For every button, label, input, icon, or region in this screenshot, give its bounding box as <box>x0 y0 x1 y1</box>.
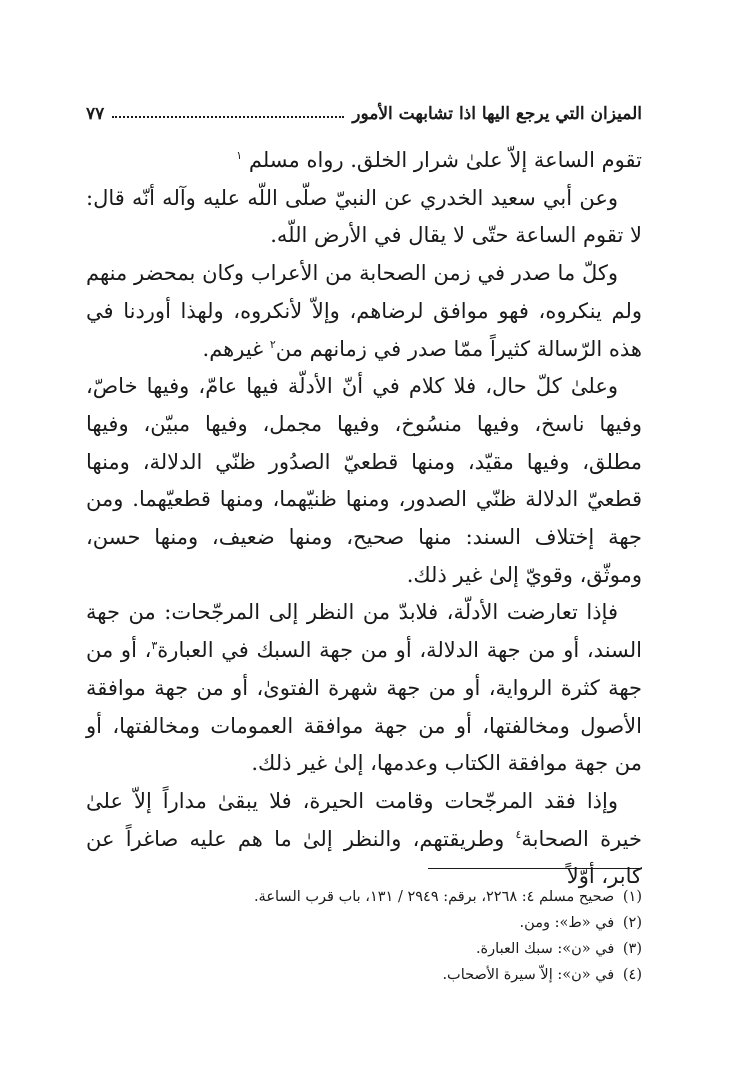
paragraph-5 <box>86 594 642 783</box>
footnote-text: في «ط»: ومن. <box>519 915 615 931</box>
paragraph-text-continued: وطريقتهم، والنظر إلىٰ ما هم عليه صاغراً عن كابر، أوّلاً <box>86 826 642 889</box>
footnote-separator <box>428 868 642 869</box>
paragraph-2 <box>86 180 642 255</box>
paragraph-text: وعلىٰ كلّ حال، فلا كلام في أنّ الأدلّة فيها عامّ، وفيها خاصّ، وفيها ناسخ، وفيها منسُوخ، وفيها مجمل، وفيها مبيّن، وفيها مطلق، وفيها مقيّد، ومنها قطعيّ الصدُور ظنّي الدلالة، ومنها قطعيّ الدلالة ظنّي الصدور، ومنها ظنيّهما، ومنها قطعيّهما. ومن جهة إختلاف السند: منها صحيح، ومنها ضعيف، ومنها حسن، وموثّق، وقويّ إلىٰ غير ذلك. <box>86 374 642 587</box>
paragraph-text: وعن أبي سعيد الخدري عن النبيّ صلّى اللّه عليه وآله أنّه قال: لا تقوم الساعة حتّى لا يقال في الأرض اللّه. <box>86 185 642 248</box>
page-number: ٧٧ <box>86 104 105 124</box>
main-text <box>86 142 642 896</box>
footnote-number: (١) <box>622 889 642 905</box>
footnote-marker-2: ٢ <box>269 337 276 351</box>
paragraph-text: تقوم الساعة إلاّ علىٰ شرار الخلق. رواه مسلم <box>248 148 642 172</box>
paragraph-4 <box>86 368 642 594</box>
paragraph-text: وكلّ ما صدر في زمن الصحابة من الأعراب وكان بمحضر منهم ولم ينكروه، فهو موافق لرضاهم، وإلاّ لأنكروه، ولهذا أوردنا في هذه الرّسالة كثيراً ممّا صدر في زمانهم من <box>86 261 642 361</box>
paragraph-6 <box>86 783 642 896</box>
footnote-2 <box>86 910 642 936</box>
running-header <box>86 98 642 130</box>
paragraph-3 <box>86 255 642 368</box>
header-leader-dots <box>112 116 344 118</box>
header-title: الميزان التي يرجع اليها اذا تشابهت الأمور <box>352 104 642 124</box>
paragraph-text: فإذا تعارضت الأدلّة، فلابدّ من النظر إلى المرجّحات: من جهة السند، أو من جهة الدلالة، أو من جهة السبك في العبارة <box>86 600 642 663</box>
footnote-number: (٤) <box>622 967 642 983</box>
footnote-3 <box>86 936 642 962</box>
footnote-marker-4: ٤ <box>515 827 522 841</box>
footnotes <box>86 884 642 988</box>
footnote-4 <box>86 962 642 988</box>
paragraph-text-continued: ، أو من جهة كثرة الرواية، أو من جهة شهرة الفتوىٰ، أو من جهة موافقة الأصول ومخالفتها، أو من جهة موافقة العمومات ومخالفتها، أو من جهة موافقة الكتاب وعدمها، إلىٰ غير ذلك. <box>86 638 642 776</box>
footnote-number: (٢) <box>622 915 642 931</box>
footnote-text: في «ن»: سبك العبارة. <box>475 941 615 957</box>
footnote-marker-3: ٣ <box>151 639 158 653</box>
paragraph-1 <box>86 142 642 180</box>
paragraph-text-continued: غيرهم. <box>202 336 270 361</box>
footnote-text: صحيح مسلم ٤: ٢٢٦٨، برقم: ٢٩٤٩ / ١٣١، باب قرب الساعة. <box>253 889 615 905</box>
footnote-marker-1: ١ <box>236 149 243 162</box>
paragraph-text: وإذا فقد المرجّحات وقامت الحيرة، فلا يبقىٰ مداراً إلاّ علىٰ خيرة الصحابة <box>86 788 642 851</box>
footnote-number: (٣) <box>622 941 642 957</box>
footnote-text: في «ن»: إلاّ سيرة الأصحاب. <box>442 967 615 983</box>
footnote-1 <box>86 884 642 910</box>
